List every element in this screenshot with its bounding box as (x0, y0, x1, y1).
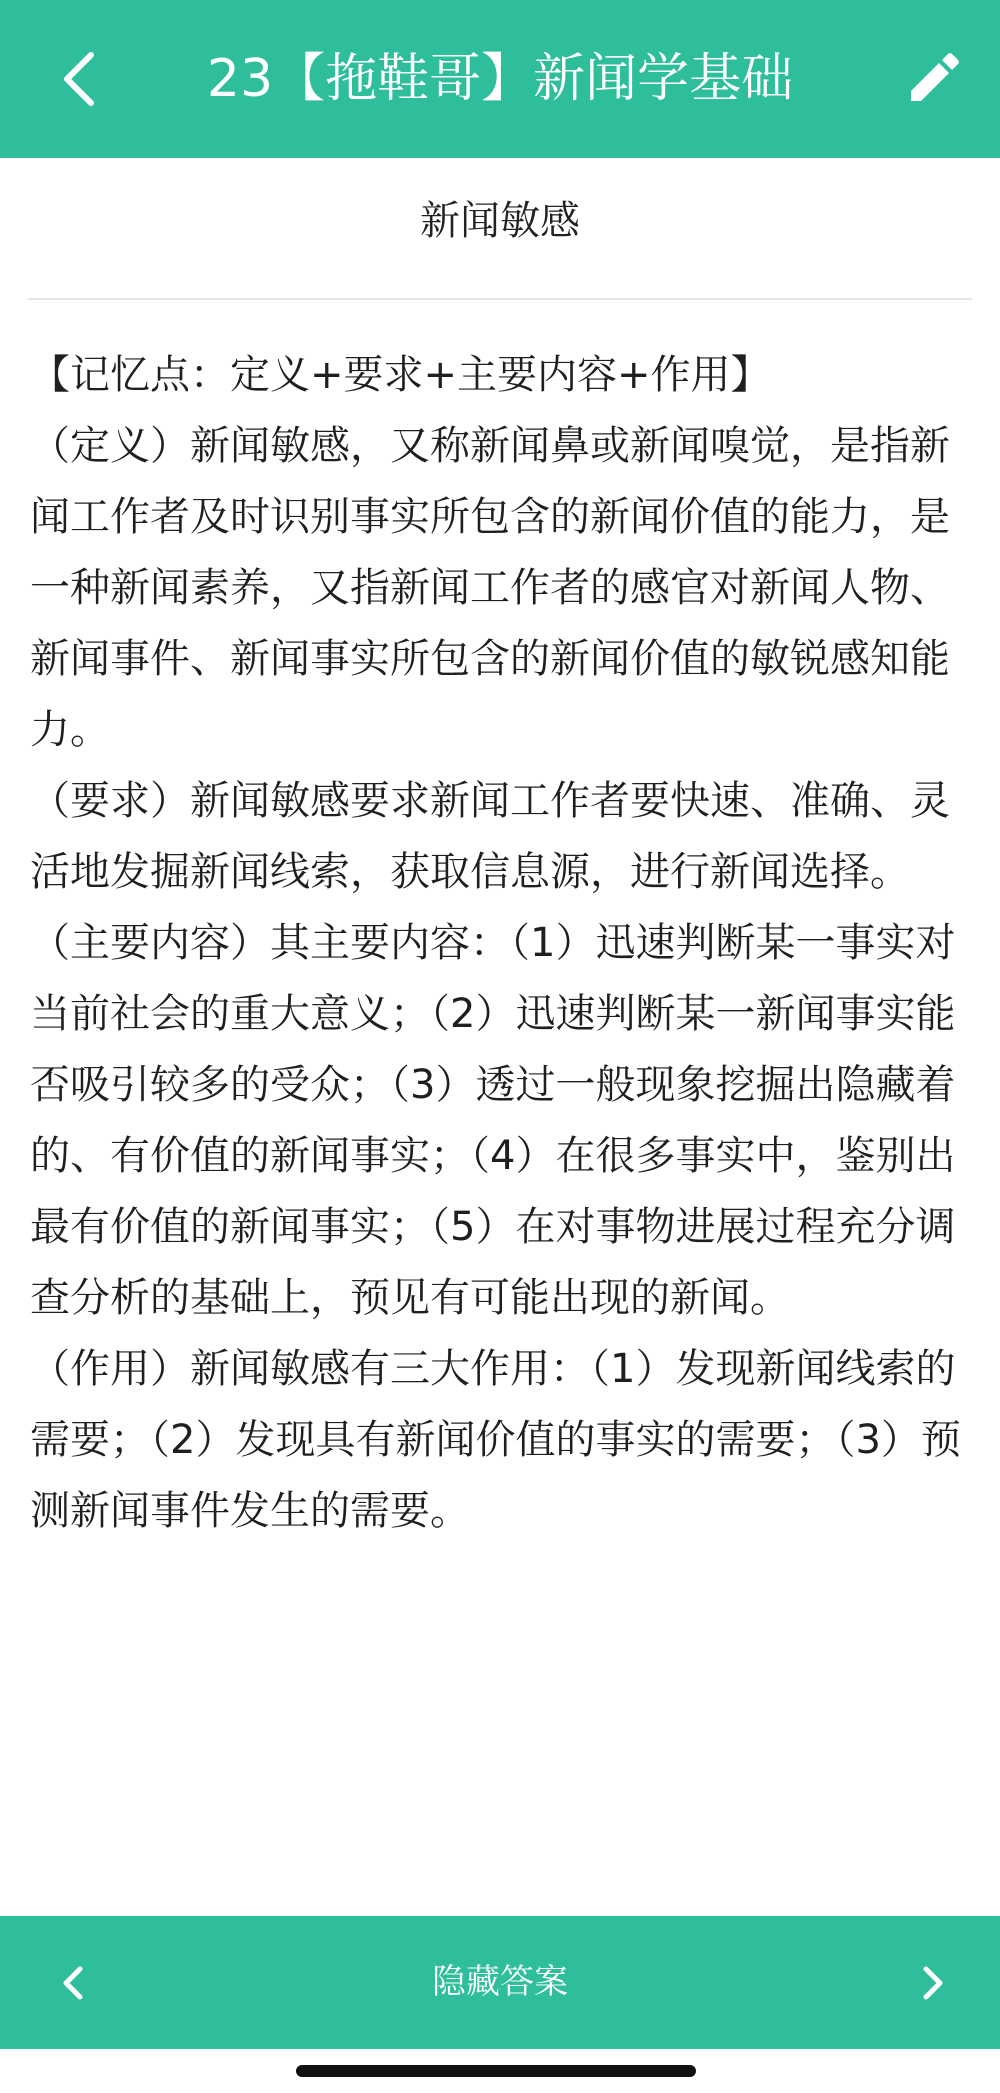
previous-button[interactable] (38, 1948, 108, 2018)
main-content-paragraph: （主要内容）其主要内容：（1）迅速判断某一事实对当前社会的重大意义；（2）迅速判断某一新闻事实能否吸引较多的受众；（3）透过一般现象挖掘出隐藏着的、有价值的新闻事实；（4）在很多事实中，鉴别出最有价值的新闻事实；（5）在对事物进展过程充分调查分析的基础上，预见有可能出现的新闻。 (30, 920, 956, 1321)
chevron-left-icon (58, 1963, 88, 2003)
card-subtitle: 新闻敏感 (420, 198, 580, 244)
bottom-bar (0, 1916, 1000, 2049)
divider (28, 298, 972, 300)
next-button[interactable] (898, 1948, 968, 2018)
edit-button[interactable] (898, 44, 968, 114)
function-paragraph: （作用）新闻敏感有三大作用：（1）发现新闻线索的需要；（2）发现具有新闻价值的事实的需要；（3）预测新闻事件发生的需要。 (30, 1346, 961, 1534)
top-app-bar (0, 0, 1000, 158)
pencil-icon (905, 51, 961, 107)
chevron-left-icon (59, 49, 99, 109)
answer-content (30, 340, 970, 1547)
back-button[interactable] (44, 44, 114, 114)
page-title: 23【拖鞋哥】新闻学基础 (206, 49, 794, 109)
definition-paragraph: （定义）新闻敏感，又称新闻鼻或新闻嗅觉，是指新闻工作者及时识别事实所包含的新闻价值的能力，是一种新闻素养，又指新闻工作者的感官对新闻人物、新闻事件、新闻事实所包含的新闻价值的敏锐感知能力。 (30, 423, 950, 753)
chevron-right-icon (918, 1963, 948, 2003)
home-indicator[interactable] (296, 2065, 696, 2077)
memory-point-paragraph: 【记忆点：定义+要求+主要内容+作用】 (30, 352, 771, 398)
hide-answer-button[interactable]: 隐藏答案 (432, 1962, 568, 2002)
requirement-paragraph: （要求）新闻敏感要求新闻工作者要快速、准确、灵活地发掘新闻线索，获取信息源，进行新闻选择。 (30, 778, 950, 895)
